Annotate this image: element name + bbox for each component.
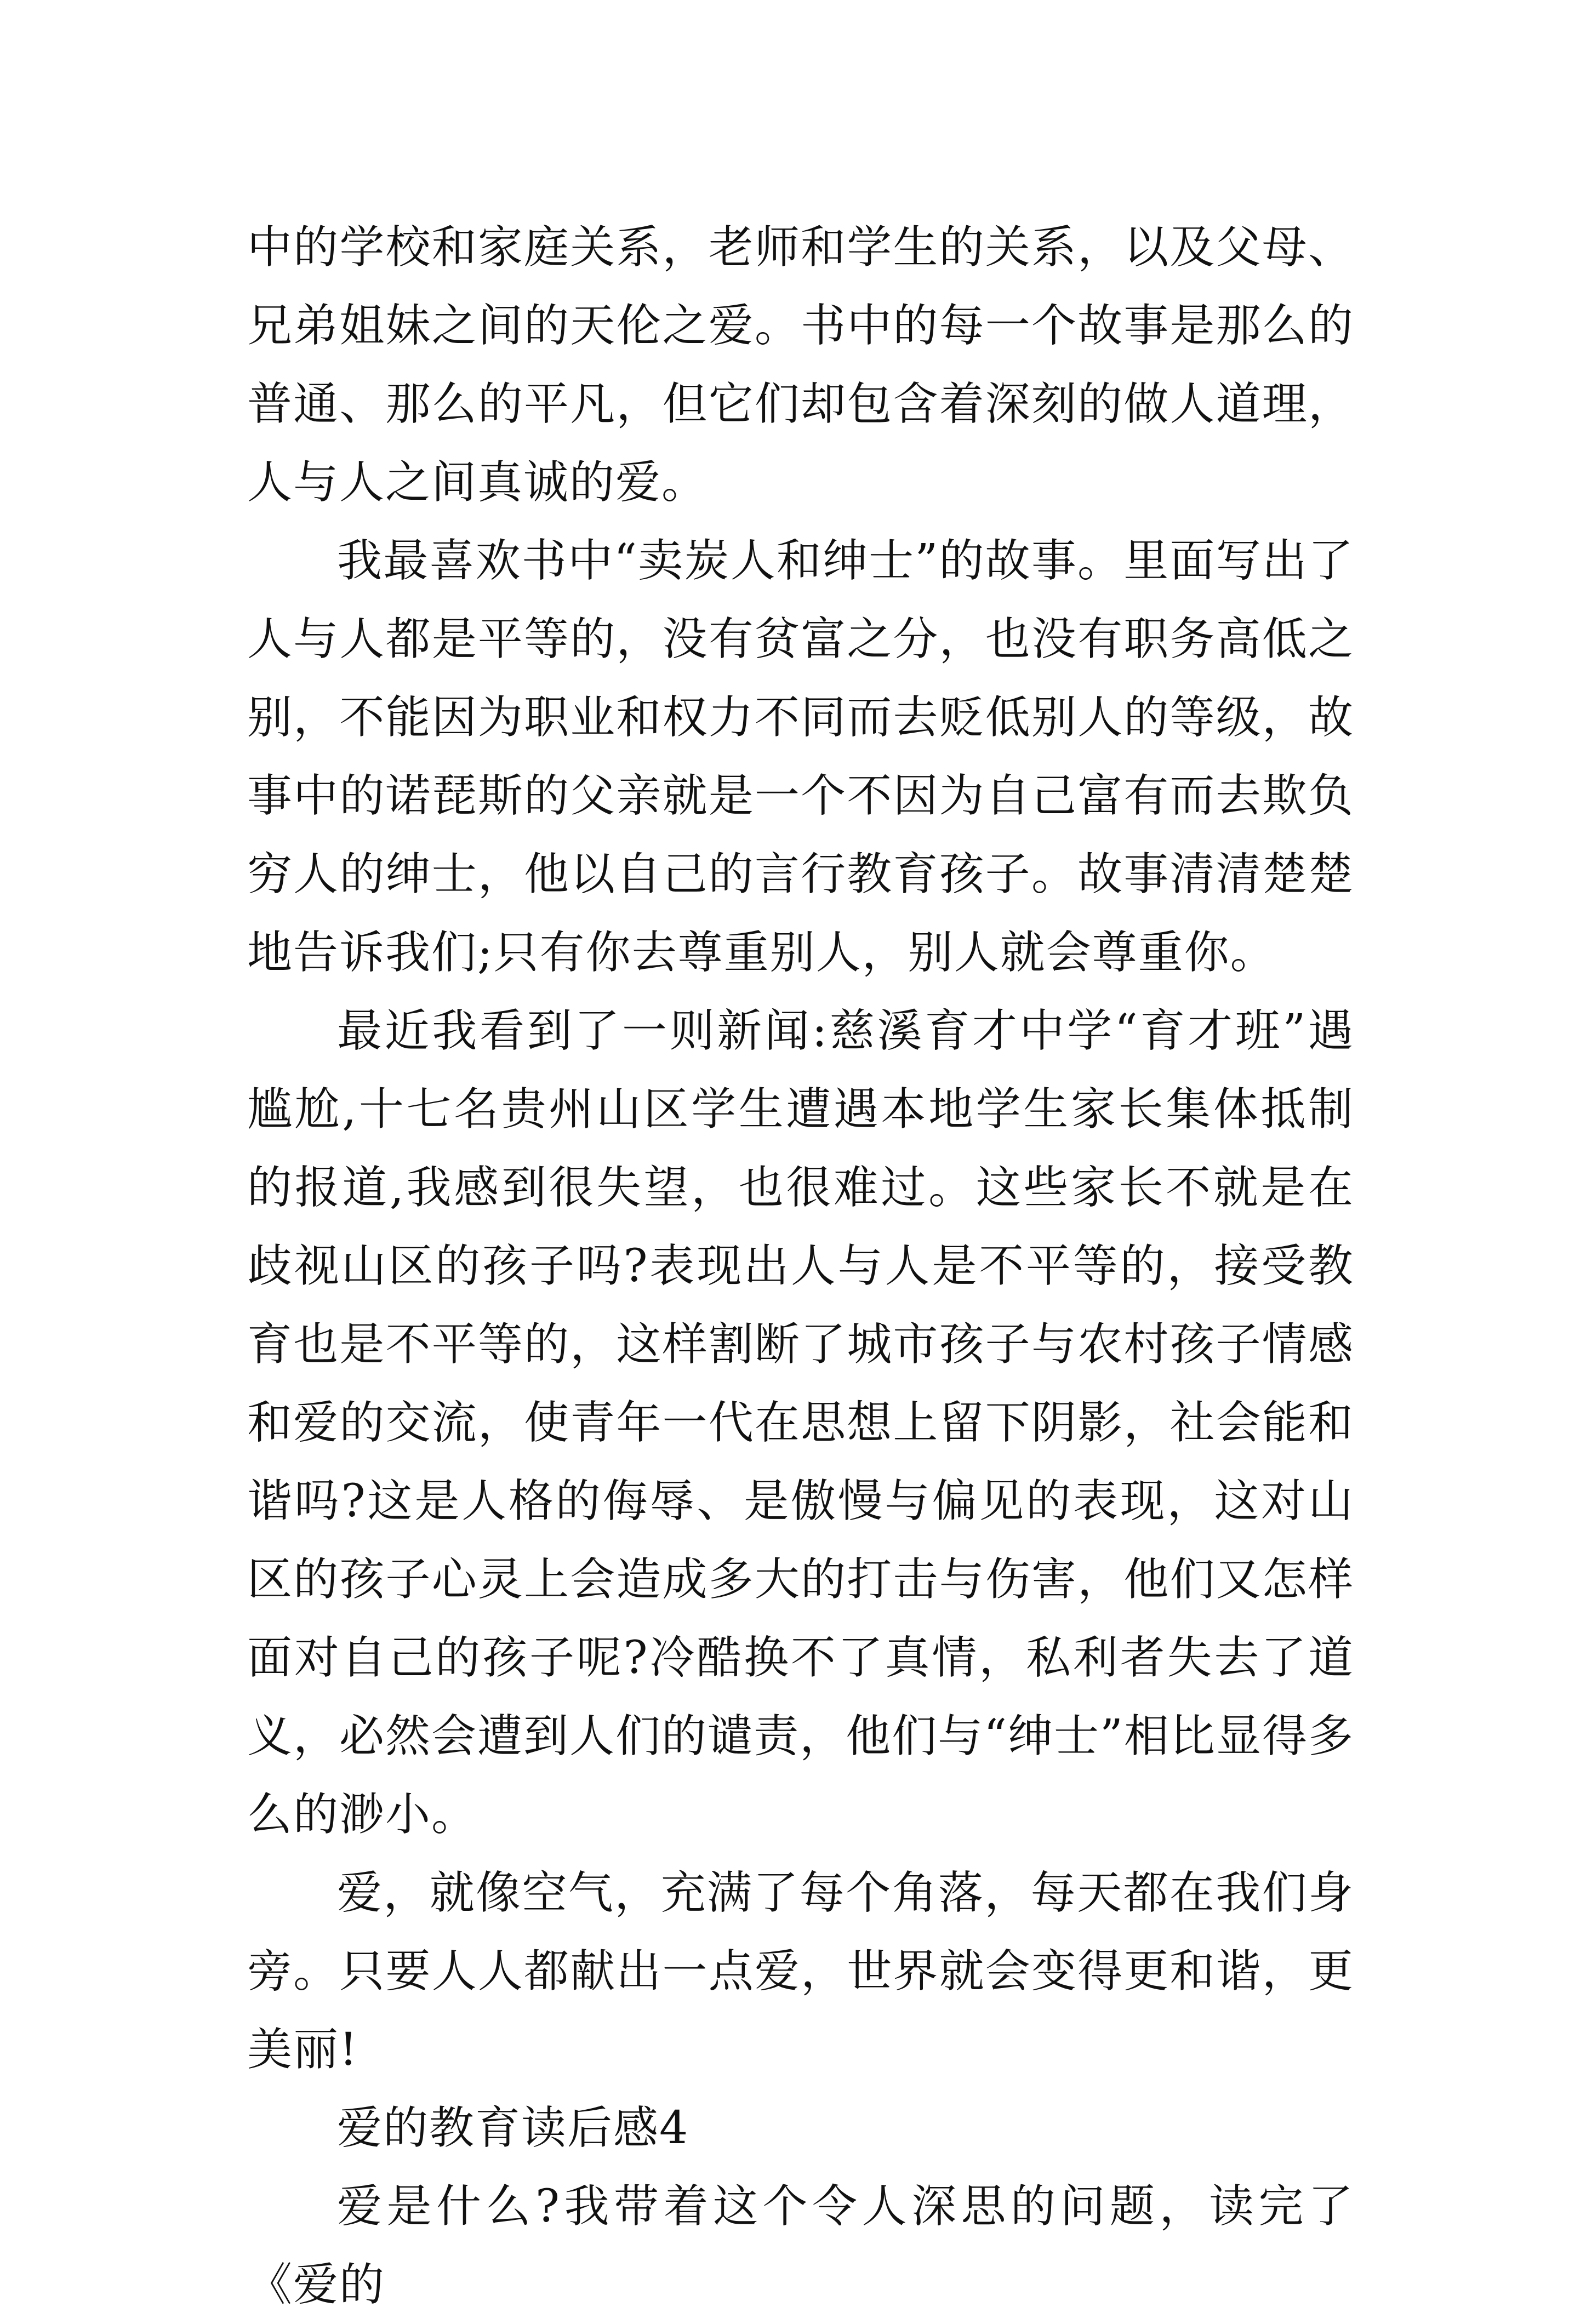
paragraph-4: 爱，就像空气，充满了每个角落，每天都在我们身旁。只要人人都献出一点爱，世界就会变得更和谐，更美丽! — [247, 1867, 1354, 2076]
section-title: 爱的教育读后感4 — [337, 2102, 689, 2154]
document-body — [247, 208, 1354, 2324]
paragraph-5: 爱是什么?我带着这个令人深思的问题，读完了《爱的 — [247, 2180, 1354, 2311]
paragraph-2: 我最喜欢书中“卖炭人和绅士”的故事。里面写出了人与人都是平等的，没有贫富之分，也没有职务高低之别，不能因为职业和权力不同而去贬低别人的等级，故事中的诺琵斯的父亲就是一个不因为自己富有而去欺负穷人的绅士，他以自己的言行教育孩子。故事清清楚楚地告诉我们;只有你去尊重别人，别人就会尊重你。 — [247, 535, 1354, 979]
paragraph-3: 最近我看到了一则新闻:慈溪育才中学“育才班”遇尴尬,十七名贵州山区学生遭遇本地学生家长集体抵制的报道,我感到很失望，也很难过。这些家长不就是在歧视山区的孩子吗?表现出人与人是不平等的，接受教育也是不平等的，这样割断了城市孩子与农村孩子情感和爱的交流，使青年一代在思想上留下阴影，社会能和谐吗?这是人格的侮辱、是傲慢与偏见的表现，这对山区的孩子心灵上会造成多大的打击与伤害，他们又怎样面对自己的孩子呢?冷酷换不了真情，私利者失去了道义，必然会遭到人们的谴责，他们与“绅士”相比显得多么的渺小。 — [247, 1005, 1354, 1841]
paragraph-1: 中的学校和家庭关系，老师和学生的关系，以及父母、兄弟姐妹之间的天伦之爱。书中的每一个故事是那么的普通、那么的平凡，但它们却包含着深刻的做人道理，人与人之间真诚的爱。 — [247, 221, 1354, 509]
